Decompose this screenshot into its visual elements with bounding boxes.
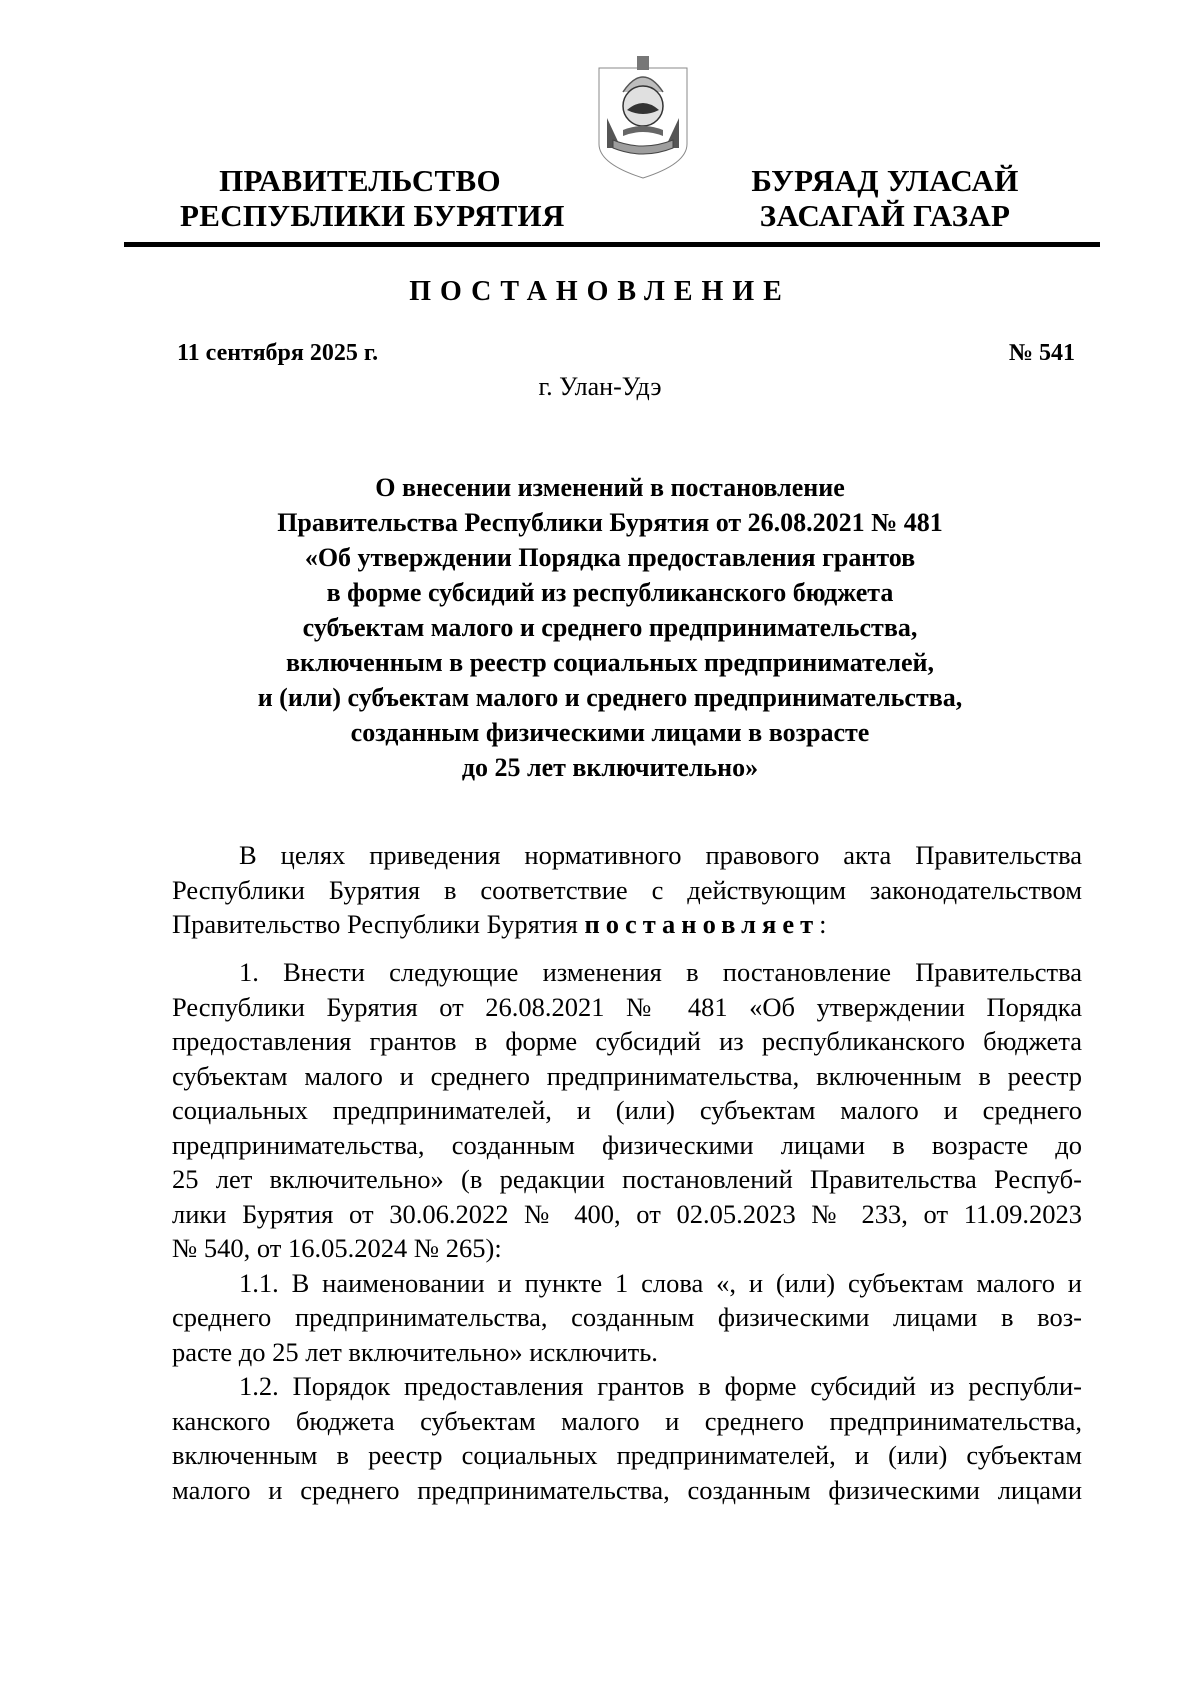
title-line: включенным в реестр социальных предпринимателей, xyxy=(286,648,934,677)
body-line: социальных предпринимателей, и (или) субъектам малого и среднего xyxy=(172,1095,1082,1125)
org-name-buryat-line: БУРЯАД УЛАСАЙ xyxy=(751,163,1019,198)
paragraph-1 xyxy=(172,955,1082,1507)
document-number: № 541 xyxy=(1008,340,1075,366)
title-line: созданным физическими лицами в возрасте xyxy=(350,718,870,747)
header-divider xyxy=(124,242,1100,247)
title-line: Правительства Республики Бурятия от 26.08.2021 № 481 xyxy=(277,508,943,537)
body-line: 1. Внести следующие изменения в постановление Правительства xyxy=(239,957,1082,987)
body-line: включенным в реестр социальных предпринимателей, и (или) субъектам xyxy=(172,1440,1082,1470)
body-line: предоставления грантов в форме субсидий из республиканского бюджета xyxy=(172,1026,1082,1056)
title-line: и (или) субъектам малого и среднего предпринимательства, xyxy=(257,683,963,712)
body-line: № 540, от 16.05.2024 № 265): xyxy=(172,1233,502,1263)
body-line: канского бюджета субъектам малого и среднего предпринимательства, xyxy=(172,1405,1082,1436)
title-line: О внесении изменений в постановление xyxy=(375,473,845,502)
body-line: предпринимательства, созданным физическими лицами в возрасте до xyxy=(172,1129,1082,1160)
org-name-buryat-line: ЗАСАГАЙ ГАЗАР xyxy=(759,198,1011,233)
body-line: 1.1. В наименовании и пункте 1 слова «, и (или) субъектам малого и xyxy=(239,1267,1082,1298)
document-title xyxy=(150,470,1070,785)
org-name-russian-line: РЕСПУБЛИКИ БУРЯТИЯ xyxy=(180,198,565,233)
decree-word: постановляет xyxy=(584,909,820,939)
document-date: 11 сентября 2025 г. xyxy=(177,340,379,366)
title-line: в форме субсидий из республиканского бюджета xyxy=(326,578,894,607)
body-line: расте до 25 лет включительно» исключить. xyxy=(172,1336,658,1367)
title-line: до 25 лет включительно» xyxy=(461,753,759,782)
document-type: ПОСТАНОВЛЕНИЕ xyxy=(409,276,791,307)
body-line: лики Бурятия от 30.06.2022 № 400, от 02.05.2023 № 233, от 11.09.2023 xyxy=(172,1198,1082,1229)
title-line: субъектам малого и среднего предпринимательства, xyxy=(302,613,918,642)
title-line: «Об утверждении Порядка предоставления грантов xyxy=(304,543,916,572)
body-line: 25 лет включительно» (в редакции постановлений Правительства Респуб- xyxy=(172,1164,1082,1194)
org-name-buryat xyxy=(750,163,1020,233)
body-line: В целях приведения нормативного правового акта Правительства xyxy=(239,840,1082,870)
body-line: субъектам малого и среднего предпринимательства, включенным в реестр xyxy=(172,1060,1082,1091)
coat-of-arms-icon xyxy=(593,52,693,180)
preamble xyxy=(172,838,1082,942)
body-line: Республики Бурятия в соответствие с действующим законодательством xyxy=(172,874,1082,905)
body-line: 1.2. Порядок предоставления грантов в форме субсидий из республи- xyxy=(239,1371,1082,1401)
body-line: малого и среднего предпринимательства, созданным физическими лицами xyxy=(172,1474,1082,1505)
body-line xyxy=(172,907,1082,942)
body-line: Республики Бурятия от 26.08.2021 № 481 «Об утверждении Порядка xyxy=(172,991,1082,1022)
org-name-russian xyxy=(180,163,565,233)
preamble-prefix: Правительство Республики Бурятия xyxy=(172,909,585,939)
org-name-russian-line: ПРАВИТЕЛЬСТВО xyxy=(219,163,501,198)
preamble-suffix: : xyxy=(819,909,827,939)
body-line: среднего предпринимательства, созданным физическими лицами в воз- xyxy=(172,1302,1082,1332)
document-city: г. Улан-Удэ xyxy=(538,372,662,401)
